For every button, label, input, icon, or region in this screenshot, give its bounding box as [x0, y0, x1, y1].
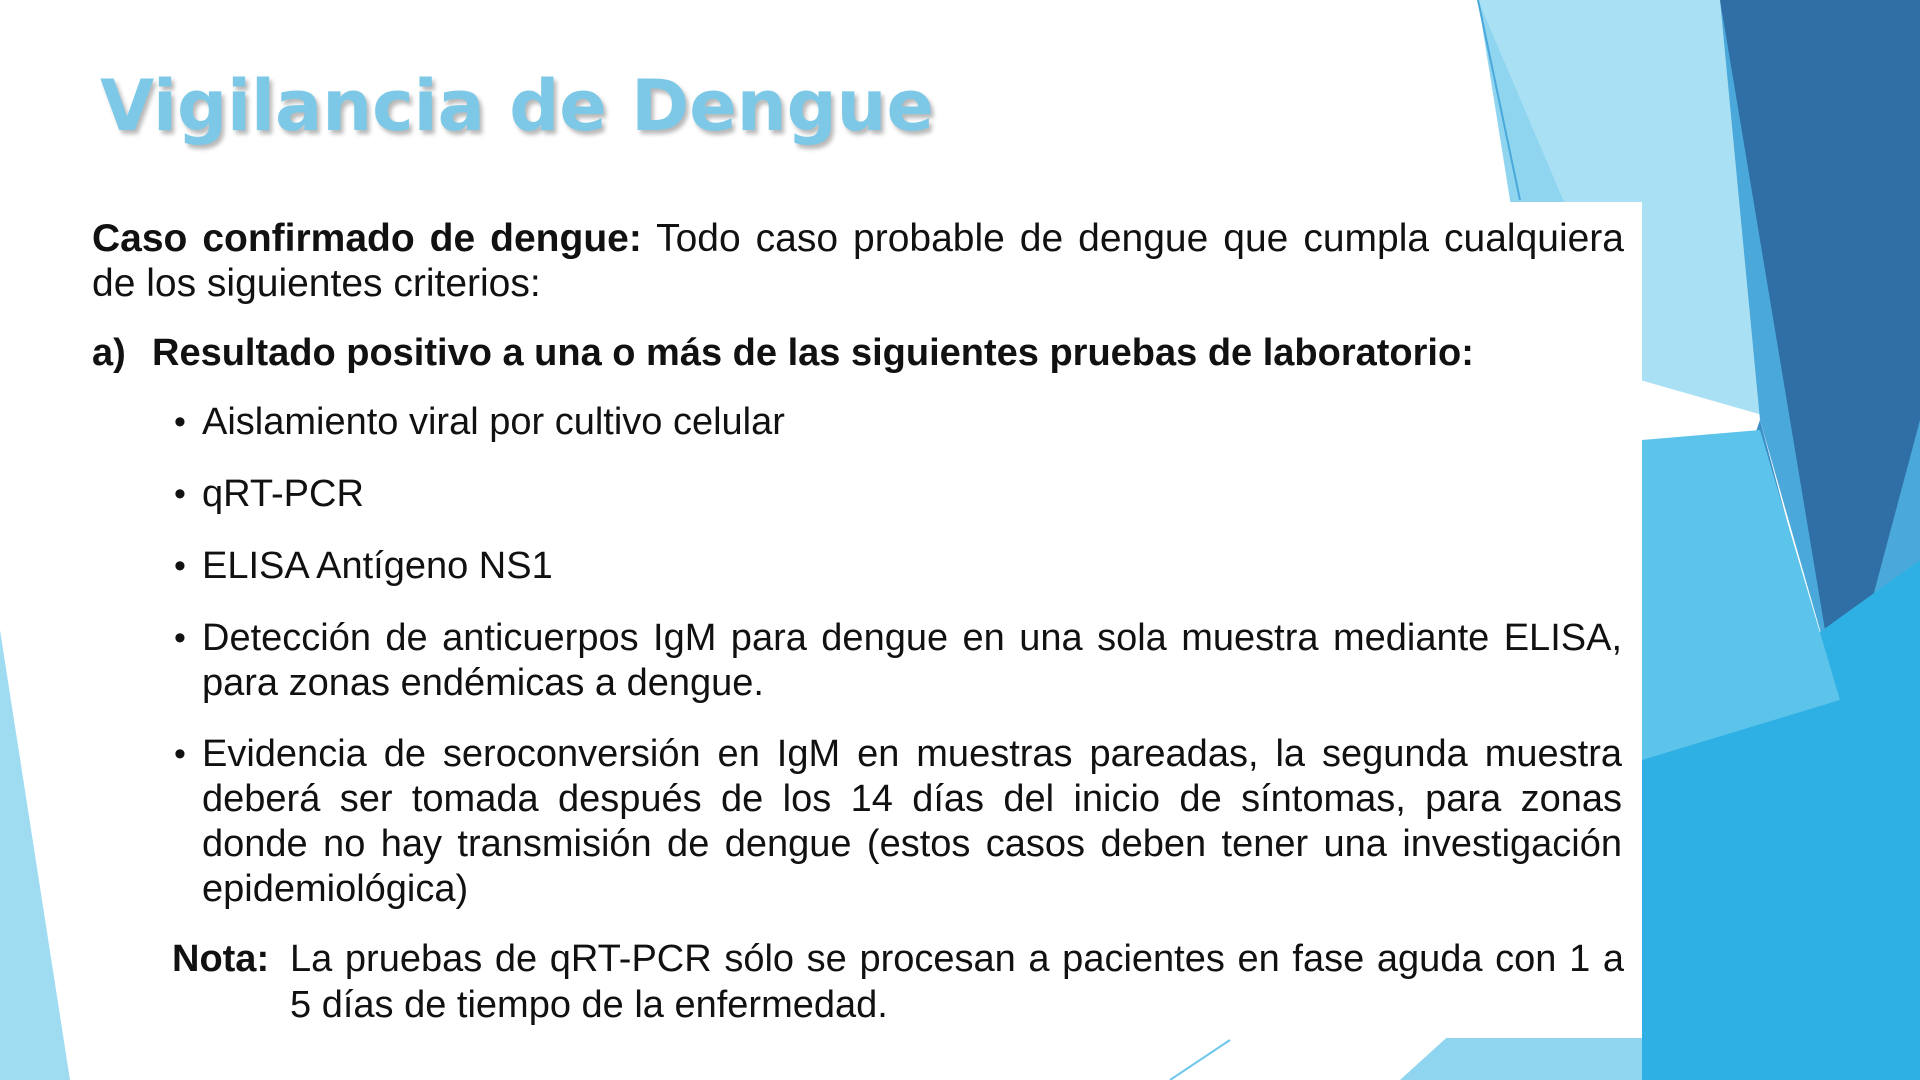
scanned-document	[70, 202, 1642, 1038]
note-label: Nota:	[172, 938, 270, 980]
note-text: La pruebas de qRT-PCR sólo se procesan a pacientes en fase aguda con 1 a 5 días de tiempo de la enfermedad.	[290, 938, 1624, 1026]
slide-title: Vigilancia de Dengue	[100, 65, 934, 147]
bullet-icon: •	[174, 475, 186, 513]
bullet-icon: •	[174, 403, 186, 441]
criteria-marker: a)	[92, 332, 126, 374]
case-definition-text: Todo caso probable de dengue que cumpla cualquiera de los siguientes criterios:	[92, 217, 1624, 305]
list-item-text: Aislamiento viral por cultivo celular	[202, 401, 785, 443]
note	[172, 936, 1624, 1028]
criteria-heading-text: Resultado positivo a una o más de las siguientes pruebas de laboratorio:	[152, 332, 1474, 374]
list-item	[174, 400, 1622, 445]
bullet-icon: •	[174, 735, 186, 773]
case-definition-label: Caso confirmado de dengue:	[92, 217, 642, 260]
case-definition	[92, 216, 1624, 306]
list-item-text: Evidencia de seroconversión en IgM en muestras pareadas, la segunda muestra deberá ser tomada después de los 14 días del inicio de síntomas, para zonas donde no hay transmisión de dengue (estos casos deben tener una investigación epidemiológica)	[202, 733, 1622, 910]
list-item	[174, 616, 1622, 706]
list-item	[174, 544, 1622, 589]
bottom-accent-line	[1170, 1040, 1230, 1080]
list-item	[174, 472, 1622, 517]
left-facet	[0, 630, 70, 1080]
list-item-text: qRT-PCR	[202, 473, 364, 515]
criteria-heading	[92, 330, 1632, 376]
bullet-icon: •	[174, 619, 186, 657]
list-item-text: ELISA Antígeno NS1	[202, 545, 553, 587]
list-item-text: Detección de anticuerpos IgM para dengue en una sola muestra mediante ELISA, para zonas endémicas a dengue.	[202, 617, 1622, 704]
list-item	[174, 732, 1622, 912]
bullet-icon: •	[174, 547, 186, 585]
